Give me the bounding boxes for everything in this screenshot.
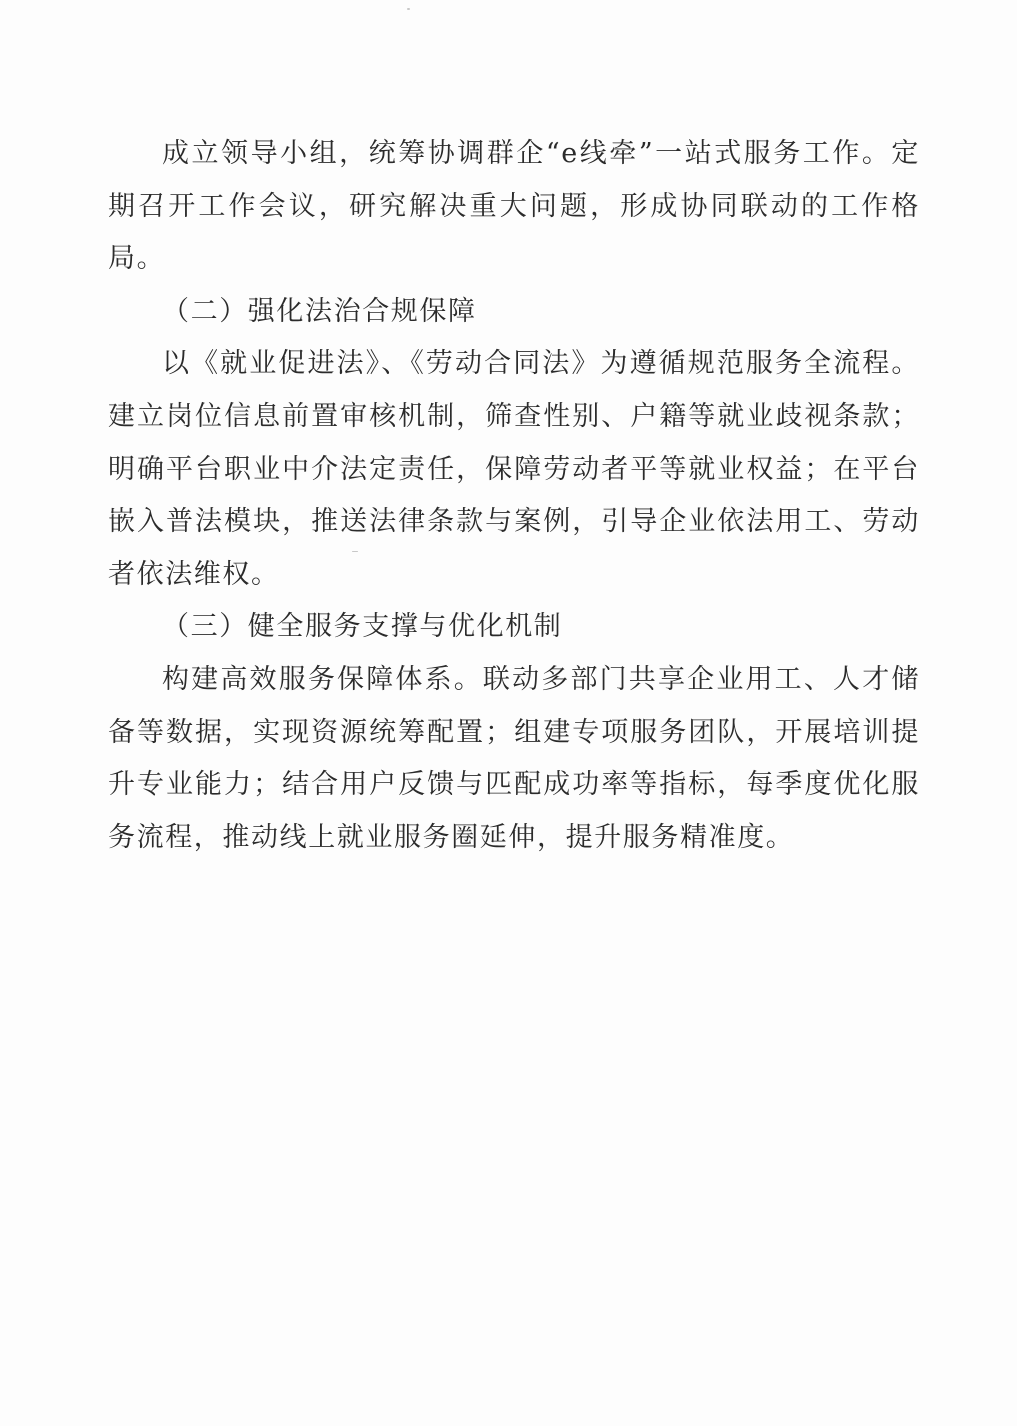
document-body	[108, 128, 920, 864]
scan-speck	[407, 8, 410, 10]
paragraph-leadership-group: 成立领导小组，统筹协调群企“e线牵”一站式服务工作。定期召开工作会议，研究解决重大问题，形成协同联动的工作格局。	[108, 138, 920, 275]
section-heading-legal-compliance: （二）强化法治合规保障	[162, 295, 477, 327]
section-heading-service-support: （三）健全服务支撑与优化机制	[162, 611, 563, 643]
paragraph-service-support: 构建高效服务保障体系。联动多部门共享企业用工、人才储备等数据，实现资源统筹配置；组建专项服务团队，开展培训提升专业能力；结合用户反馈与匹配成功率等指标，每季度优化服务流程，推动线上就业服务圈延伸，提升服务精准度。	[108, 663, 920, 853]
paragraph-legal-compliance: 以《就业促进法》、《劳动合同法》为遵循规范服务全流程。建立岗位信息前置审核机制，筛查性别、户籍等就业歧视条款；明确平台职业中介法定责任，保障劳动者平等就业权益；在平台嵌入普法模块，推送法律条款与案例，引导企业依法用工、劳动者依法维权。	[108, 348, 920, 590]
